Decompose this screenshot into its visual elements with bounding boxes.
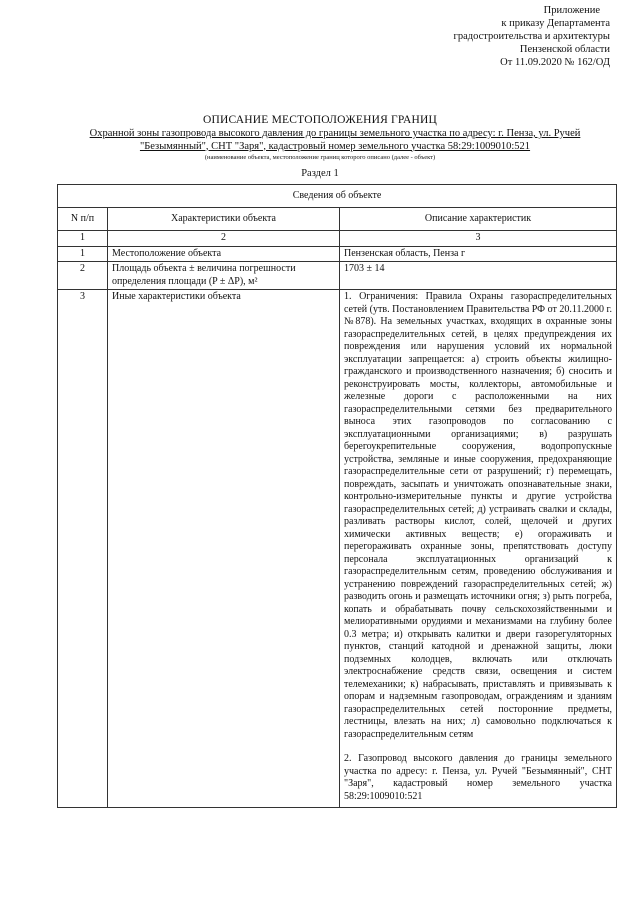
row-description-cell (340, 290, 617, 808)
object-name-note: (наименование объекта, местоположение границ которого описано (далее - объект) (204, 154, 436, 161)
appendix-region: Пензенской области (519, 44, 610, 55)
appendix-order: к приказу Департамента (501, 18, 610, 29)
table-row (58, 246, 617, 262)
row-characteristic: Местоположение объекта (108, 246, 340, 262)
table-caption: Сведения об объекте (58, 185, 617, 208)
header-description: Описание характеристик (340, 208, 617, 231)
pipeline-text: 2. Газопровод высокого давления до границы земельного участка по адресу: г. Пенза, ул. Ручей "Безымянный", СНТ "Заря", кадастровый номер земельного участка 58:29:1009010:521 (344, 753, 612, 802)
column-number-1: 1 (58, 231, 108, 247)
restrictions-text: 1. Ограничения: Правила Охраны газораспределительных сетей (утв. Постановлением Правительства РФ от 20.11.2000 г. №878). На земельных участках, входящих в охранные зоны газораспределительных сетей, в целях предупреждения их повреждения или нарушения условий их нормальной эксплуатации запрещается: а) строить объекты жилищно-гражданского и производственного назначения; б) сносить и реконструировать мосты, коллекторы, автомобильные и железные дороги с расположенными на них газораспределительными сетями без предварительного выноса этих газопроводов по согласованию с эксплуатационными организациями; в) разрушать берегоукрепительные сооружения, водопропускные устройства, земляные и иные сооружения, предохраняющие газораспределительные сети от разрушений; г) перемещать, повреждать, засыпать и уничтожать опознавательные знаки, контрольно-измерительные пункты и другие устройства газораспределительных сетей; д) устраивать свалки и склады, разливать растворы кислот, солей, щелочей и других химически активных веществ; е) огораживать и перегораживать охранные зоны, препятствовать доступу персонала эксплуатационных организаций к газораспределительным сетям, проведению обслуживания и устранению повреждений газораспределительных сетей; ж) разводить огонь и размещать источники огня; з) рыть погреба, копать и обрабатывать почву сельскохозяйственными и мелиоративными орудиями и механизмами на глубину более 0.3 метра; и) открывать калитки и двери газорегуляторных пунктов, станций катодной и дренажной защиты, люки подземных колодцев, включать или отключать электроснабжение средств связи, освещения и систем телемеханики; к) набрасывать, приставлять и привязывать к опорам и надземным газопроводам, ограждениям и зданиям газораспределительных сетей посторонние предметы, лестницы, влезать на них; л) самовольно подключаться к газораспределительным сетям (344, 291, 612, 740)
column-number-3: 3 (340, 231, 617, 247)
section-label: Раздел 1 (301, 168, 339, 179)
column-number-2: 2 (108, 231, 340, 247)
appendix-date-number: От 11.09.2020 № 162/ОД (500, 57, 610, 68)
object-name: Охранной зоны газопровода высокого давления до границы земельного участка по адресу: г. Пенза, ул. Ручей "Безымянный", СНТ "Заря", кадастровый номер земельного участка 58:29:1009010:521 (89, 128, 581, 152)
row-number: 3 (58, 290, 108, 808)
table-row (58, 290, 617, 808)
row-number: 2 (58, 262, 108, 290)
header-characteristics: Характеристики объекта (108, 208, 340, 231)
object-info-table (57, 184, 617, 808)
header-number: N п/п (58, 208, 108, 231)
row-characteristic: Иные характеристики объекта (108, 290, 340, 808)
document-title: ОПИСАНИЕ МЕСТОПОЛОЖЕНИЯ ГРАНИЦ (202, 114, 438, 126)
appendix-header (454, 4, 610, 69)
appendix-title: Приложение (543, 5, 600, 16)
row-description: Пензенская область, Пенза г (340, 246, 617, 262)
appendix-department: градостроительства и архитектуры (453, 31, 610, 42)
table-row (58, 262, 617, 290)
row-number: 1 (58, 246, 108, 262)
row-characteristic: Площадь объекта ± величина погрешности определения площади (P ± ΔP), м² (108, 262, 340, 290)
row-description: 1703 ± 14 (340, 262, 617, 290)
